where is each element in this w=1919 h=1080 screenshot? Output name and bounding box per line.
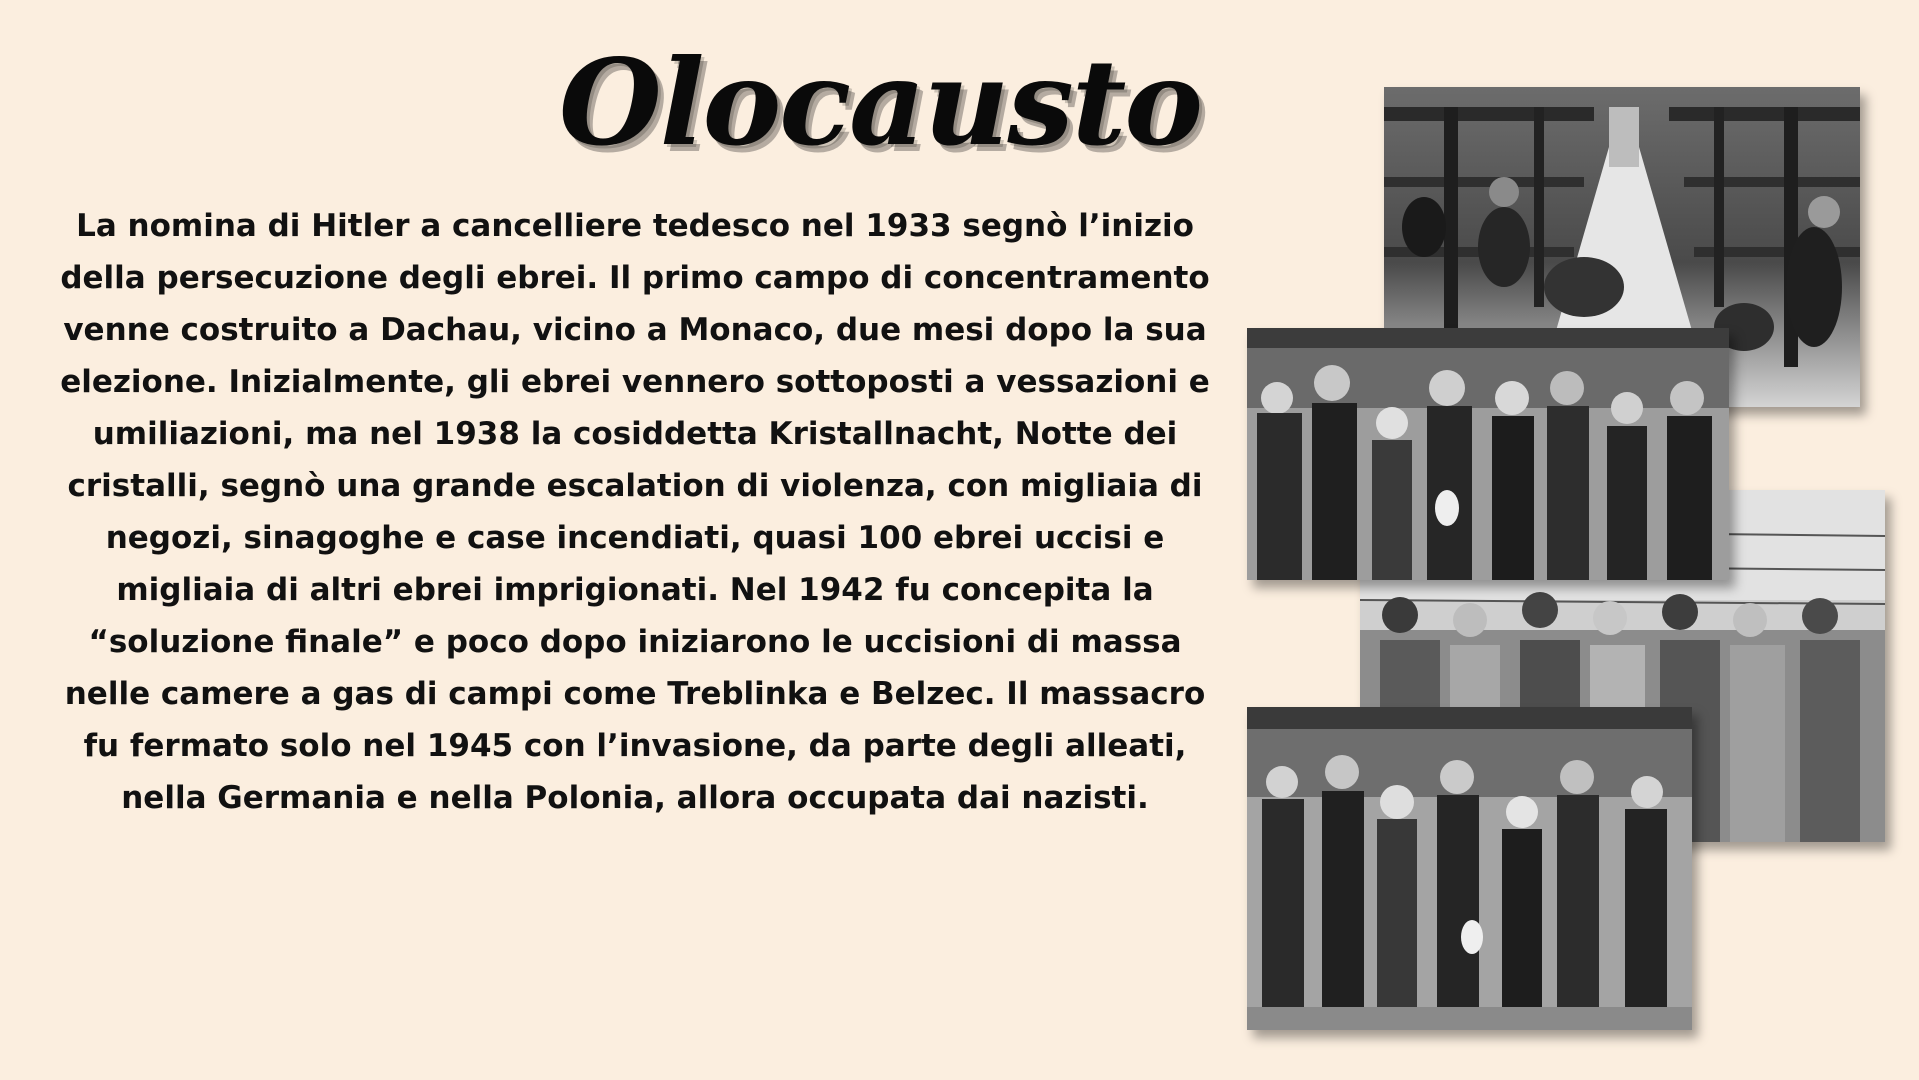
crowd-photo-lower [1247,707,1692,1030]
body-paragraph: La nomina di Hitler a cancelliere tedesco nel 1933 segnò l’inizio della persecuzione degli ebrei. Il primo campo di concentramento venne costruito a Dachau, vicino a Monaco, due mesi dopo la sua elezione. Inizialmente, gli ebrei vennero sottoposti a vessazioni e umiliazioni, ma nel 1938 la cosiddetta Kristallnacht, Notte dei cristalli, segnò una grande escalation di violenza, con migliaia di negozi, sinagoghe e case incendiati, quasi 100 ebrei uccisi e migliaia di altri ebrei imprigionati. Nel 1942 fu concepita la “soluzione finale” e poco dopo iniziarono le uccisioni di massa nelle camere a gas di campi come Treblinka e Belzec. Il massacro fu fermato solo nel 1945 con l’invasione, da parte degli alleati, nella Germania e nella Polonia, allora occupata dai nazisti. [60,208,1210,816]
slide-title: Olocausto [558,33,1202,172]
crowd-photo-upper [1247,328,1729,580]
